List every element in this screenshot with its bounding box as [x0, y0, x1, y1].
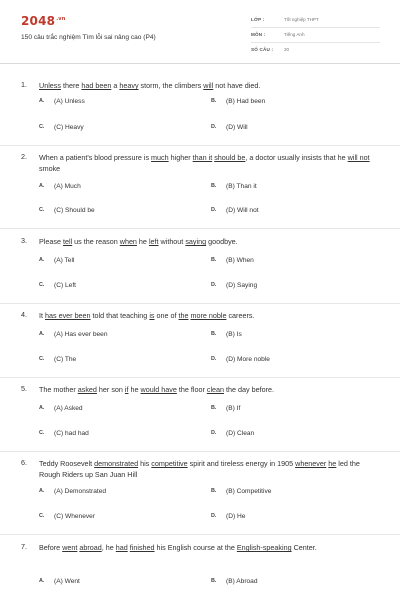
- underlined-segment: heavy: [119, 81, 139, 90]
- site-logo[interactable]: [21, 14, 66, 28]
- stem-text: When a patient's blood pressure is: [39, 153, 152, 162]
- question-stem: [39, 458, 383, 480]
- stem-text: there: [60, 81, 82, 90]
- option-text: (D) Will not: [226, 207, 259, 214]
- underlined-segment: whenever: [295, 459, 327, 468]
- underlined-segment: Unless: [39, 81, 61, 90]
- stem-text: the floor: [176, 385, 207, 394]
- option-text: (A) Went: [54, 578, 80, 585]
- question-stem: [39, 542, 383, 553]
- underlined-segment: went: [62, 543, 78, 552]
- stem-text: Please: [39, 237, 63, 246]
- question-stem: [39, 310, 383, 321]
- option-letter: D.: [211, 124, 217, 130]
- underlined-segment: when: [119, 237, 137, 246]
- option-letter: C.: [39, 356, 45, 362]
- option-letter: B.: [211, 257, 217, 263]
- stem-text: not have died.: [213, 81, 261, 90]
- option-text: (D) Will: [226, 124, 248, 131]
- underlined-segment: finished: [129, 543, 155, 552]
- option-letter: B.: [211, 405, 217, 411]
- option-letter: C.: [39, 430, 45, 436]
- option-letter: B.: [211, 488, 217, 494]
- stem-text: told that teaching: [90, 311, 150, 320]
- underlined-segment: had: [115, 543, 128, 552]
- option-text: (D) Clean: [226, 430, 255, 437]
- option-letter: D.: [211, 356, 217, 362]
- stem-text: , a doctor usually insists that he: [245, 153, 348, 162]
- meta-key: LỚP :: [251, 17, 265, 22]
- underlined-segment: if: [124, 385, 129, 394]
- stem-text: he: [136, 237, 149, 246]
- option-letter: C.: [39, 207, 45, 213]
- option-letter: D.: [211, 430, 217, 436]
- option-letter: D.: [211, 282, 217, 288]
- option-letter: B.: [211, 183, 217, 189]
- stem-text: he: [128, 385, 141, 394]
- question-number: 7.: [21, 542, 27, 551]
- question-number: 5.: [21, 384, 27, 393]
- option-text: (B) Is: [226, 331, 242, 338]
- underlined-segment: competitive: [151, 459, 188, 468]
- stem-text: Teddy Roosevelt: [39, 459, 95, 468]
- question-divider: [0, 377, 400, 378]
- meta-value: 20: [284, 47, 290, 52]
- option-text: (B) Competitive: [226, 488, 272, 495]
- option-letter: B.: [211, 331, 217, 337]
- stem-text: careers.: [226, 311, 255, 320]
- underlined-segment: English-speaking: [236, 543, 292, 552]
- stem-text: It: [39, 311, 45, 320]
- question-divider: [0, 303, 400, 304]
- stem-text: goodbye.: [206, 237, 238, 246]
- underlined-segment: abroad: [79, 543, 102, 552]
- stem-text: spirit and tireless energy in 1905: [187, 459, 296, 468]
- stem-text: one of: [154, 311, 179, 320]
- stem-text: her son: [96, 385, 125, 394]
- underlined-segment: tell: [62, 237, 73, 246]
- option-text: (B) Than it: [226, 183, 257, 190]
- question-stem: [39, 384, 383, 395]
- option-text: (A) Demonstrated: [54, 488, 107, 495]
- meta-value: Tốt nghiệp THPT: [284, 17, 319, 22]
- meta-key: SỐ CÂU :: [251, 47, 274, 52]
- question-divider: [0, 228, 400, 229]
- stem-text: led the Rough Riders up San Juan Hill: [39, 459, 360, 479]
- underlined-segment: has ever been: [45, 311, 91, 320]
- question-divider: [0, 145, 400, 146]
- option-letter: B.: [211, 578, 217, 584]
- question-stem: [39, 236, 383, 247]
- underlined-segment: clean: [206, 385, 225, 394]
- option-letter: A.: [39, 578, 45, 584]
- option-letter: C.: [39, 282, 45, 288]
- underlined-segment: the: [178, 311, 189, 320]
- logo-text: 2048: [21, 14, 56, 28]
- meta-row-subject: [251, 28, 380, 43]
- option-text: (B) If: [226, 405, 241, 412]
- option-letter: A.: [39, 488, 45, 494]
- option-letter: A.: [39, 183, 45, 189]
- option-text: (C) had had: [54, 430, 89, 437]
- option-text: (C) The: [54, 356, 77, 363]
- question-number: 6.: [21, 458, 27, 467]
- underlined-segment: will not: [347, 153, 370, 162]
- header-divider: [0, 63, 400, 64]
- logo-suffix: .vn: [56, 16, 66, 22]
- underlined-segment: had been: [81, 81, 112, 90]
- meta-row-class: [251, 13, 380, 28]
- option-text: (A) Unless: [54, 98, 85, 105]
- stem-text: , he: [101, 543, 116, 552]
- stem-text: his: [138, 459, 152, 468]
- question-divider: [0, 534, 400, 535]
- question-number: 3.: [21, 236, 27, 245]
- question-number: 4.: [21, 310, 27, 319]
- worksheet-title: 150 câu trắc nghiệm Tìm lỗi sai nâng cao (P4): [21, 34, 156, 41]
- option-letter: A.: [39, 405, 45, 411]
- option-text: (B) Had been: [226, 98, 266, 105]
- underlined-segment: more noble: [190, 311, 227, 320]
- question-number: 2.: [21, 152, 27, 161]
- option-text: (C) Heavy: [54, 124, 84, 131]
- meta-value: Tiếng Anh: [284, 32, 305, 37]
- option-text: (D) Saying: [226, 282, 258, 289]
- underlined-segment: will: [203, 81, 214, 90]
- underlined-segment: asked: [77, 385, 97, 394]
- option-letter: C.: [39, 513, 45, 519]
- stem-text: a: [111, 81, 120, 90]
- underlined-segment: than it: [192, 153, 213, 162]
- option-text: (C) Should be: [54, 207, 95, 214]
- option-letter: C.: [39, 124, 45, 130]
- option-letter: B.: [211, 98, 217, 104]
- meta-row-question-count: [251, 43, 380, 58]
- option-text: (A) Much: [54, 183, 81, 190]
- underlined-segment: he: [328, 459, 337, 468]
- question-stem: [39, 152, 383, 174]
- question-divider: [0, 451, 400, 452]
- option-letter: A.: [39, 98, 45, 104]
- option-letter: A.: [39, 331, 45, 337]
- underlined-segment: saying: [185, 237, 207, 246]
- option-text: (B) When: [226, 257, 254, 264]
- stem-text: storm, the climbers: [138, 81, 204, 90]
- option-letter: D.: [211, 207, 217, 213]
- worksheet-header: [0, 0, 400, 62]
- underlined-segment: left: [148, 237, 159, 246]
- question-number: 1.: [21, 80, 27, 89]
- stem-text: Center.: [291, 543, 317, 552]
- stem-text: his English course at the: [154, 543, 237, 552]
- stem-text: us the reason: [72, 237, 120, 246]
- underlined-segment: should be: [214, 153, 246, 162]
- option-text: (C) Whenever: [54, 513, 96, 520]
- underlined-segment: is: [149, 311, 155, 320]
- option-text: (B) Abroad: [226, 578, 258, 585]
- option-text: (D) More noble: [226, 356, 270, 363]
- underlined-segment: demonstrated: [94, 459, 139, 468]
- option-letter: D.: [211, 513, 217, 519]
- option-text: (C) Left: [54, 282, 76, 289]
- stem-text: higher: [168, 153, 193, 162]
- stem-text: smoke: [39, 164, 61, 173]
- underlined-segment: would have: [140, 385, 177, 394]
- option-text: (A) Tell: [54, 257, 75, 264]
- meta-key: MÔN :: [251, 32, 266, 37]
- option-letter: A.: [39, 257, 45, 263]
- stem-text: without: [158, 237, 186, 246]
- option-text: (A) Asked: [54, 405, 83, 412]
- option-text: (A) Has ever been: [54, 331, 108, 338]
- question-stem: [39, 80, 383, 91]
- stem-text: the day before.: [224, 385, 274, 394]
- stem-text: Before: [39, 543, 63, 552]
- option-text: (D) He: [226, 513, 246, 520]
- stem-text: The mother: [39, 385, 78, 394]
- underlined-segment: much: [151, 153, 169, 162]
